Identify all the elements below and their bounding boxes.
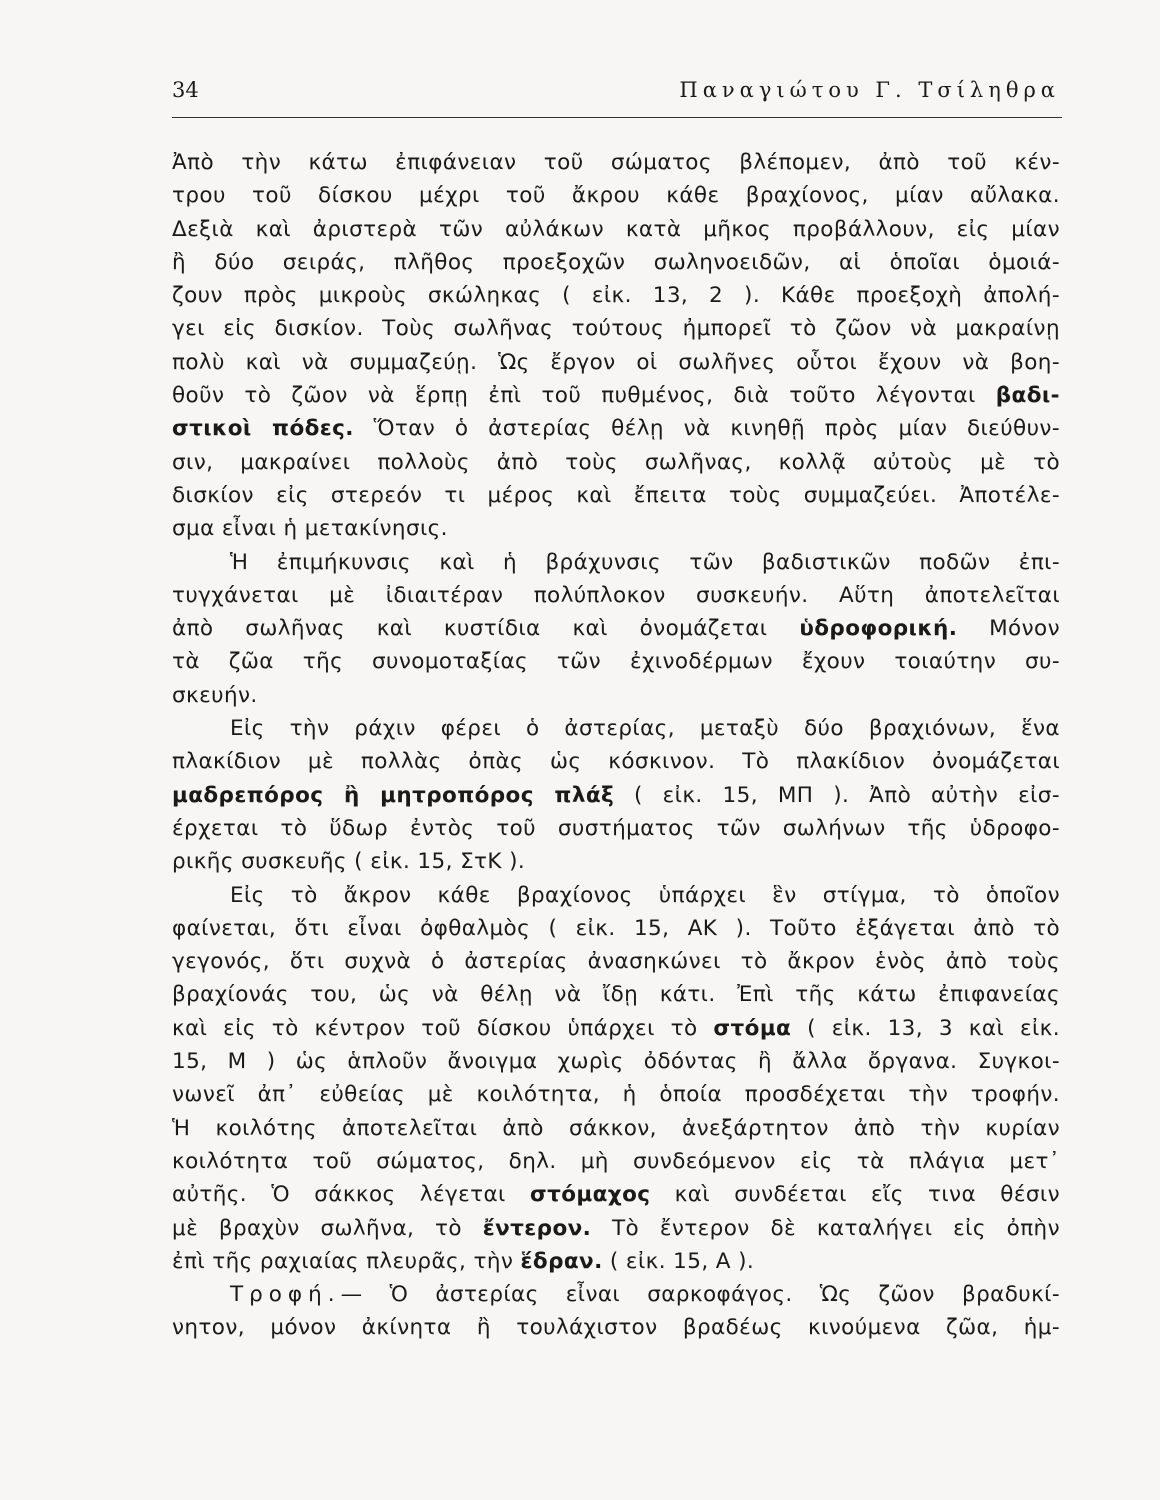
text-line: τρου τοῦ δίσκου μέχρι τοῦ ἄκρου κάθε βραχίονος, μίαν αὔλακα. [172,183,1060,209]
text-line: στικοὶ πόδες. Ὅταν ὁ ἀστερίας θέλῃ νὰ κινηθῇ πρὸς μίαν διεύθυν- [172,416,1060,442]
paragraph [172,546,1060,712]
text-line: Εἰς τὸ ἄκρον κάθε βραχίονος ὑπάρχει ἓν στίγμα, τὸ ὁποῖον [230,882,1060,908]
paragraph [172,1278,1060,1345]
paragraph [172,712,1060,878]
text-line: πολὺ καὶ νὰ συμμαζεύῃ. Ὡς ἔργον οἱ σωλῆνες οὗτοι ἔχουν νὰ βοη- [172,349,1060,375]
text-line: Ἡ κοιλότης ἀποτελεῖται ἀπὸ σάκκον, ἀνεξάρτητον ἀπὸ τὴν κυρίαν [172,1115,1060,1141]
page-number: 34 [172,78,199,102]
bold-term: στικοὶ πόδες. [172,416,354,442]
text-line: σμα εἶναι ἡ μετακίνησις. [172,516,448,542]
bold-term: ἔντερον. [482,1215,592,1241]
text-line: Δεξιὰ καὶ ἀριστερὰ τῶν αὐλάκων κατὰ μῆκος προβάλλουν, εἰς μίαν [172,216,1060,242]
bold-term: στόμα [713,1015,792,1041]
text-line: τὰ ζῶα τῆς συνομοταξίας τῶν ἐχινοδέρμων ἔχουν τοιαύτην συ- [172,649,1060,675]
text-line: νητον, μόνον ἀκίνητα ἢ τουλάχιστον βραδέως κινούμενα ζῶα, ἡμ- [172,1315,1060,1341]
text-line: σκευήν. [172,682,258,708]
text-line: δισκίον εἰς στερεόν τι μέρος καὶ ἔπειτα τοὺς συμμαζεύει. Ἀποτέλε- [172,482,1060,508]
text-line: ἐπὶ τῆς ραχιαίας πλευρᾶς, τὴν ἕδραν. ( εἰκ. 15, Α ). [172,1248,755,1274]
text-line: βραχίονάς του, ὡς νὰ θέλῃ νὰ ἴδῃ κάτι. Ἐπὶ τῆς κάτω ἐπιφανείας [172,982,1060,1008]
text-line: μαδρεπόρος ἢ μητροπόρος πλάξ ( εἰκ. 15, ΜΠ ). Ἀπὸ αὐτὴν εἰσ- [172,782,1060,808]
text-line: ρικῆς συσκευῆς ( εἰκ. 15, ΣτΚ ). [172,849,526,875]
text-line: Ἡ ἐπιμήκυνσις καὶ ἡ βράχυνσις τῶν βαδιστικῶν ποδῶν ἐπι- [230,549,1060,575]
text-line: μὲ βραχὺν σωλῆνα, τὸ ἔντερον. Τὸ ἔντερον δὲ καταλήγει εἰς ὀπὴν [172,1215,1060,1241]
text-line: έρχεται τὸ ὕδωρ ἐντὸς τοῦ συστήματος τῶν σωλήνων τῆς ὑδροφο- [172,815,1060,841]
paragraph [172,146,1060,546]
running-head: Παναγιώτου Γ. Τσίληθρα [679,78,1060,102]
text-line: πλακίδιον μὲ πολλὰς ὀπὰς ὡς κόσκινον. Τὸ πλακίδιον ὀνομάζεται [172,749,1060,775]
text-line: γεγονός, ὅτι συχνὰ ὁ ἀστερίας ἀνασηκώνει τὸ ἄκρον ἑνὸς ἀπὸ τοὺς [172,949,1060,975]
bold-term: ὑδροφορική. [799,616,958,642]
text-line: θοῦν τὸ ζῶον νὰ ἕρπῃ ἐπὶ τοῦ πυθμένος, διὰ τοῦτο λέγονται βαδι- [172,383,1060,409]
text-line: Εἰς τὴν ράχιν φέρει ὁ ἀστερίας, μεταξὺ δύο βραχιόνων, ἕνα [230,716,1060,742]
bold-term: στόμαχος [529,1182,651,1208]
text-line: σιν, μακραίνει πολλοὺς ἀπὸ τοὺς σωλῆνας, κολλᾷ αὐτοὺς μὲ τὸ [172,449,1060,475]
text-line: νωνεῖ ἀπ᾽ εὐθείας μὲ κοιλότητα, ἡ ὁποία προσδέχεται τὴν τροφήν. [172,1082,1060,1108]
text-line: ἢ δύο σειράς, πλῆθος προεξοχῶν σωληνοειδῶν, αἱ ὁποῖαι ὁμοιά- [172,249,1060,275]
header-rule [172,117,1062,118]
text-line: καὶ εἰς τὸ κέντρον τοῦ δίσκου ὑπάρχει τὸ στόμα ( εἰκ. 13, 3 καὶ εἰκ. [172,1015,1060,1041]
paragraph [172,879,1060,1279]
text-line: ζουν πρὸς μικροὺς σκώληκας ( εἰκ. 13, 2 ). Κάθε προεξοχὴ ἀπολή- [172,283,1060,309]
bold-term: μαδρεπόρος ἢ μητροπόρος πλάξ [172,782,615,808]
text-line: τυγχάνεται μὲ ἰδιαιτέραν πολύπλοκον συσκευήν. Αὕτη ἀποτελεῖται [172,582,1060,608]
text-line: ἀπὸ σωλῆνας καὶ κυστίδια καὶ ὀνομάζεται ὑδροφορική. Μόνον [172,616,1060,642]
text-line: Ἀπὸ τὴν κάτω ἐπιφάνειαν τοῦ σώματος βλέπομεν, ἀπὸ τοῦ κέν- [172,150,1060,175]
text-line: κοιλότητα τοῦ σώματος, δηλ. μὴ συνδεόμενον εἰς τὰ πλάγια μετ᾽ [172,1148,1060,1174]
spaced-heading: Τροφή. [230,1282,341,1308]
text-line: φαίνεται, ὅτι εἶναι ὀφθαλμὸς ( εἰκ. 15, ΑΚ ). Τοῦτο ἐξάγεται ἀπὸ τὸ [172,915,1060,941]
text-line: 15, Μ ) ὡς ἁπλοῦν ἄνοιγμα χωρὶς ὀδόντας ἢ ἄλλα ὄργανα. Συγκοι- [172,1049,1060,1075]
page-header [172,78,1060,114]
text-line: αὐτῆς. Ὁ σάκκος λέγεται στόμαχος καὶ συνδέεται εἴς τινα θέσιν [172,1182,1060,1208]
text-line: γει εἰς δισκίον. Τοὺς σωλῆνας τούτους ἠμπορεῖ τὸ ζῶον νὰ μακραίνῃ [172,316,1060,342]
bold-term: ἕδραν. [520,1248,603,1274]
text-line: Τροφή.— Ὁ ἀστερίας εἶναι σαρκοφάγος. Ὡς ζῶον βραδυκί- [230,1282,1060,1308]
bold-term: βαδι- [995,383,1060,409]
body-text [172,146,1060,1345]
